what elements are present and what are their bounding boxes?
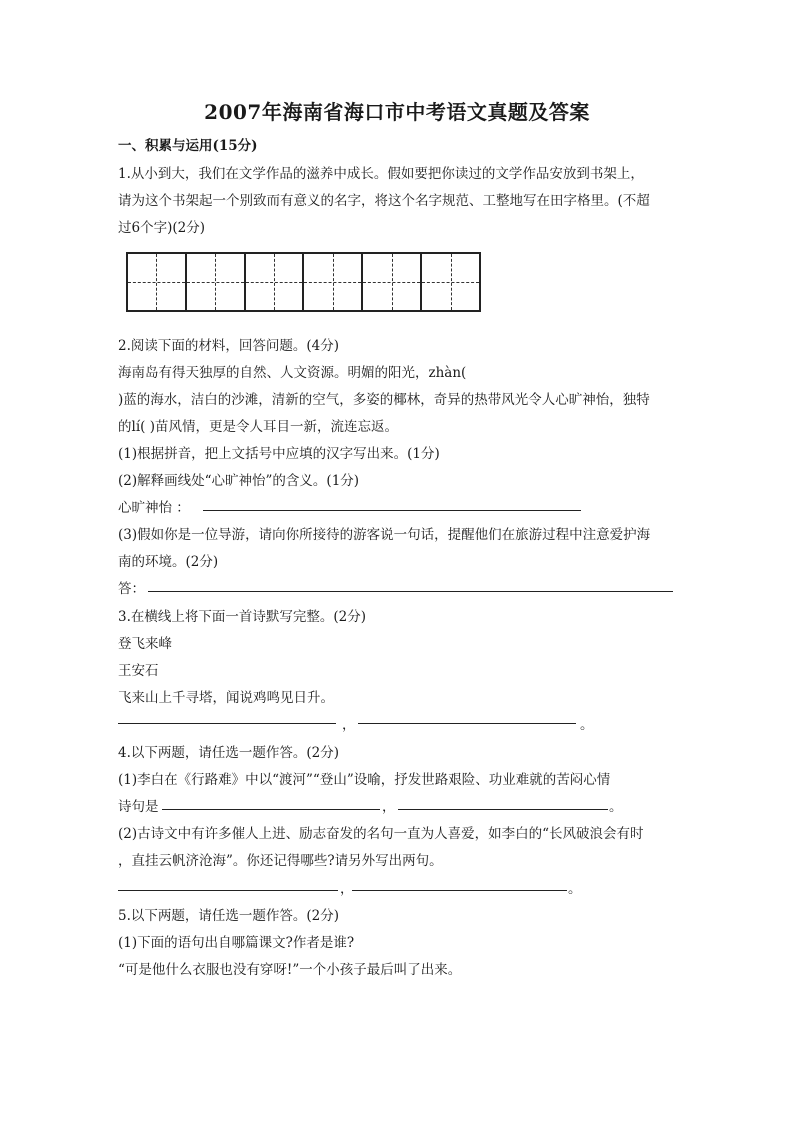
q2-subquestion-2: (2)解释画线处“心旷神怡”的含义。(1分): [118, 473, 360, 489]
answer-blank-line[interactable]: [203, 510, 581, 511]
q1-line-3: 过6个字)(2分): [118, 220, 205, 236]
section-heading: 一、积累与运用(15分): [118, 138, 258, 154]
answer-blank-line[interactable]: [398, 809, 608, 810]
answer-blank-line[interactable]: [118, 723, 336, 724]
answer-blank-line[interactable]: [358, 723, 576, 724]
q4-subquestion-2-line-2: ，直挂云帆济沧海”。你还记得哪些?请另外写出两句。: [118, 853, 443, 869]
grid-cell[interactable]: [128, 254, 187, 310]
q2-term-label: 心旷神怡 ：: [118, 500, 190, 516]
grid-cell[interactable]: [363, 254, 422, 310]
q2-subquestion-3-line-2: 南的环境。(2分): [118, 554, 219, 570]
q4-subquestion-1-label: 诗句是: [118, 799, 159, 815]
q2-heading: 2.阅读下面的材料，回答问题。(4分): [118, 338, 340, 354]
q2-passage-line-2: )蓝的海水，洁白的沙滩，清新的空气，多姿的椰林，奇异的热带风光令人心旷神怡，独特: [118, 392, 650, 408]
grid-cell[interactable]: [304, 254, 363, 310]
period-mark: 。: [580, 717, 594, 733]
grid-cell[interactable]: [422, 254, 479, 310]
grid-cell[interactable]: [246, 254, 305, 310]
q5-quote: “可是他什么衣服也没有穿呀!”一个小孩子最后叫了出来。: [118, 962, 462, 978]
q2-subquestion-1: (1)根据拼音，把上文括号中应填的汉字写出来。(1分): [118, 446, 440, 462]
tianzige-writing-grid[interactable]: [126, 252, 481, 312]
answer-blank-line[interactable]: [162, 809, 380, 810]
comma-mark: ，: [340, 881, 354, 897]
grid-cell[interactable]: [187, 254, 246, 310]
period-mark: 。: [609, 799, 623, 815]
poem-author: 王安石: [118, 663, 159, 679]
answer-blank-line[interactable]: [148, 591, 673, 592]
q1-line-1: 1.从小到大，我们在文学作品的滋养中成长。假如要把你读过的文学作品安放到书架上，: [118, 166, 644, 182]
q5-heading: 5.以下两题，请任选一题作答。(2分): [118, 908, 340, 924]
comma-mark: ，: [382, 799, 396, 815]
comma-mark: ，: [342, 717, 356, 733]
answer-blank-line[interactable]: [352, 890, 567, 891]
period-mark: 。: [568, 881, 582, 897]
q5-subquestion-1: (1)下面的语句出自哪篇课文?作者是谁?: [118, 935, 355, 951]
answer-blank-line[interactable]: [118, 890, 338, 891]
q4-subquestion-2-line-1: (2)古诗文中有许多催人上进、励志奋发的名句一直为人喜爱，如李白的“长风破浪会有时: [118, 826, 644, 842]
q3-heading: 3.在横线上将下面一首诗默写完整。(2分): [118, 609, 367, 625]
q4-subquestion-1-line-1: (1)李白在《行路难》中以“渡河”“登山”设喻，抒发世路艰险、功业难就的苦闷心情: [118, 772, 611, 788]
q2-passage-line-3: 的lí( )苗风情，更是令人耳目一新，流连忘返。: [118, 419, 398, 435]
page-title: 2007年海南省海口市中考语文真题及答案: [204, 100, 590, 124]
q2-passage-line-1: 海南岛有得天独厚的自然、人文资源。明媚的阳光，zhàn(: [118, 365, 467, 381]
poem-line-1: 飞来山上千寻塔，闻说鸡鸣见日升。: [118, 690, 334, 706]
poem-title: 登飞来峰: [118, 636, 172, 652]
q2-subquestion-3-line-1: (3)假如你是一位导游，请向你所接待的游客说一句话，提醒他们在旅游过程中注意爱护海: [118, 527, 651, 543]
q4-heading: 4.以下两题，请任选一题作答。(2分): [118, 745, 340, 761]
q1-line-2: 请为这个书架起一个别致而有意义的名字，将这个名字规范、工整地写在田字格里。(不超: [118, 193, 650, 209]
answer-label: 答：: [118, 581, 145, 597]
